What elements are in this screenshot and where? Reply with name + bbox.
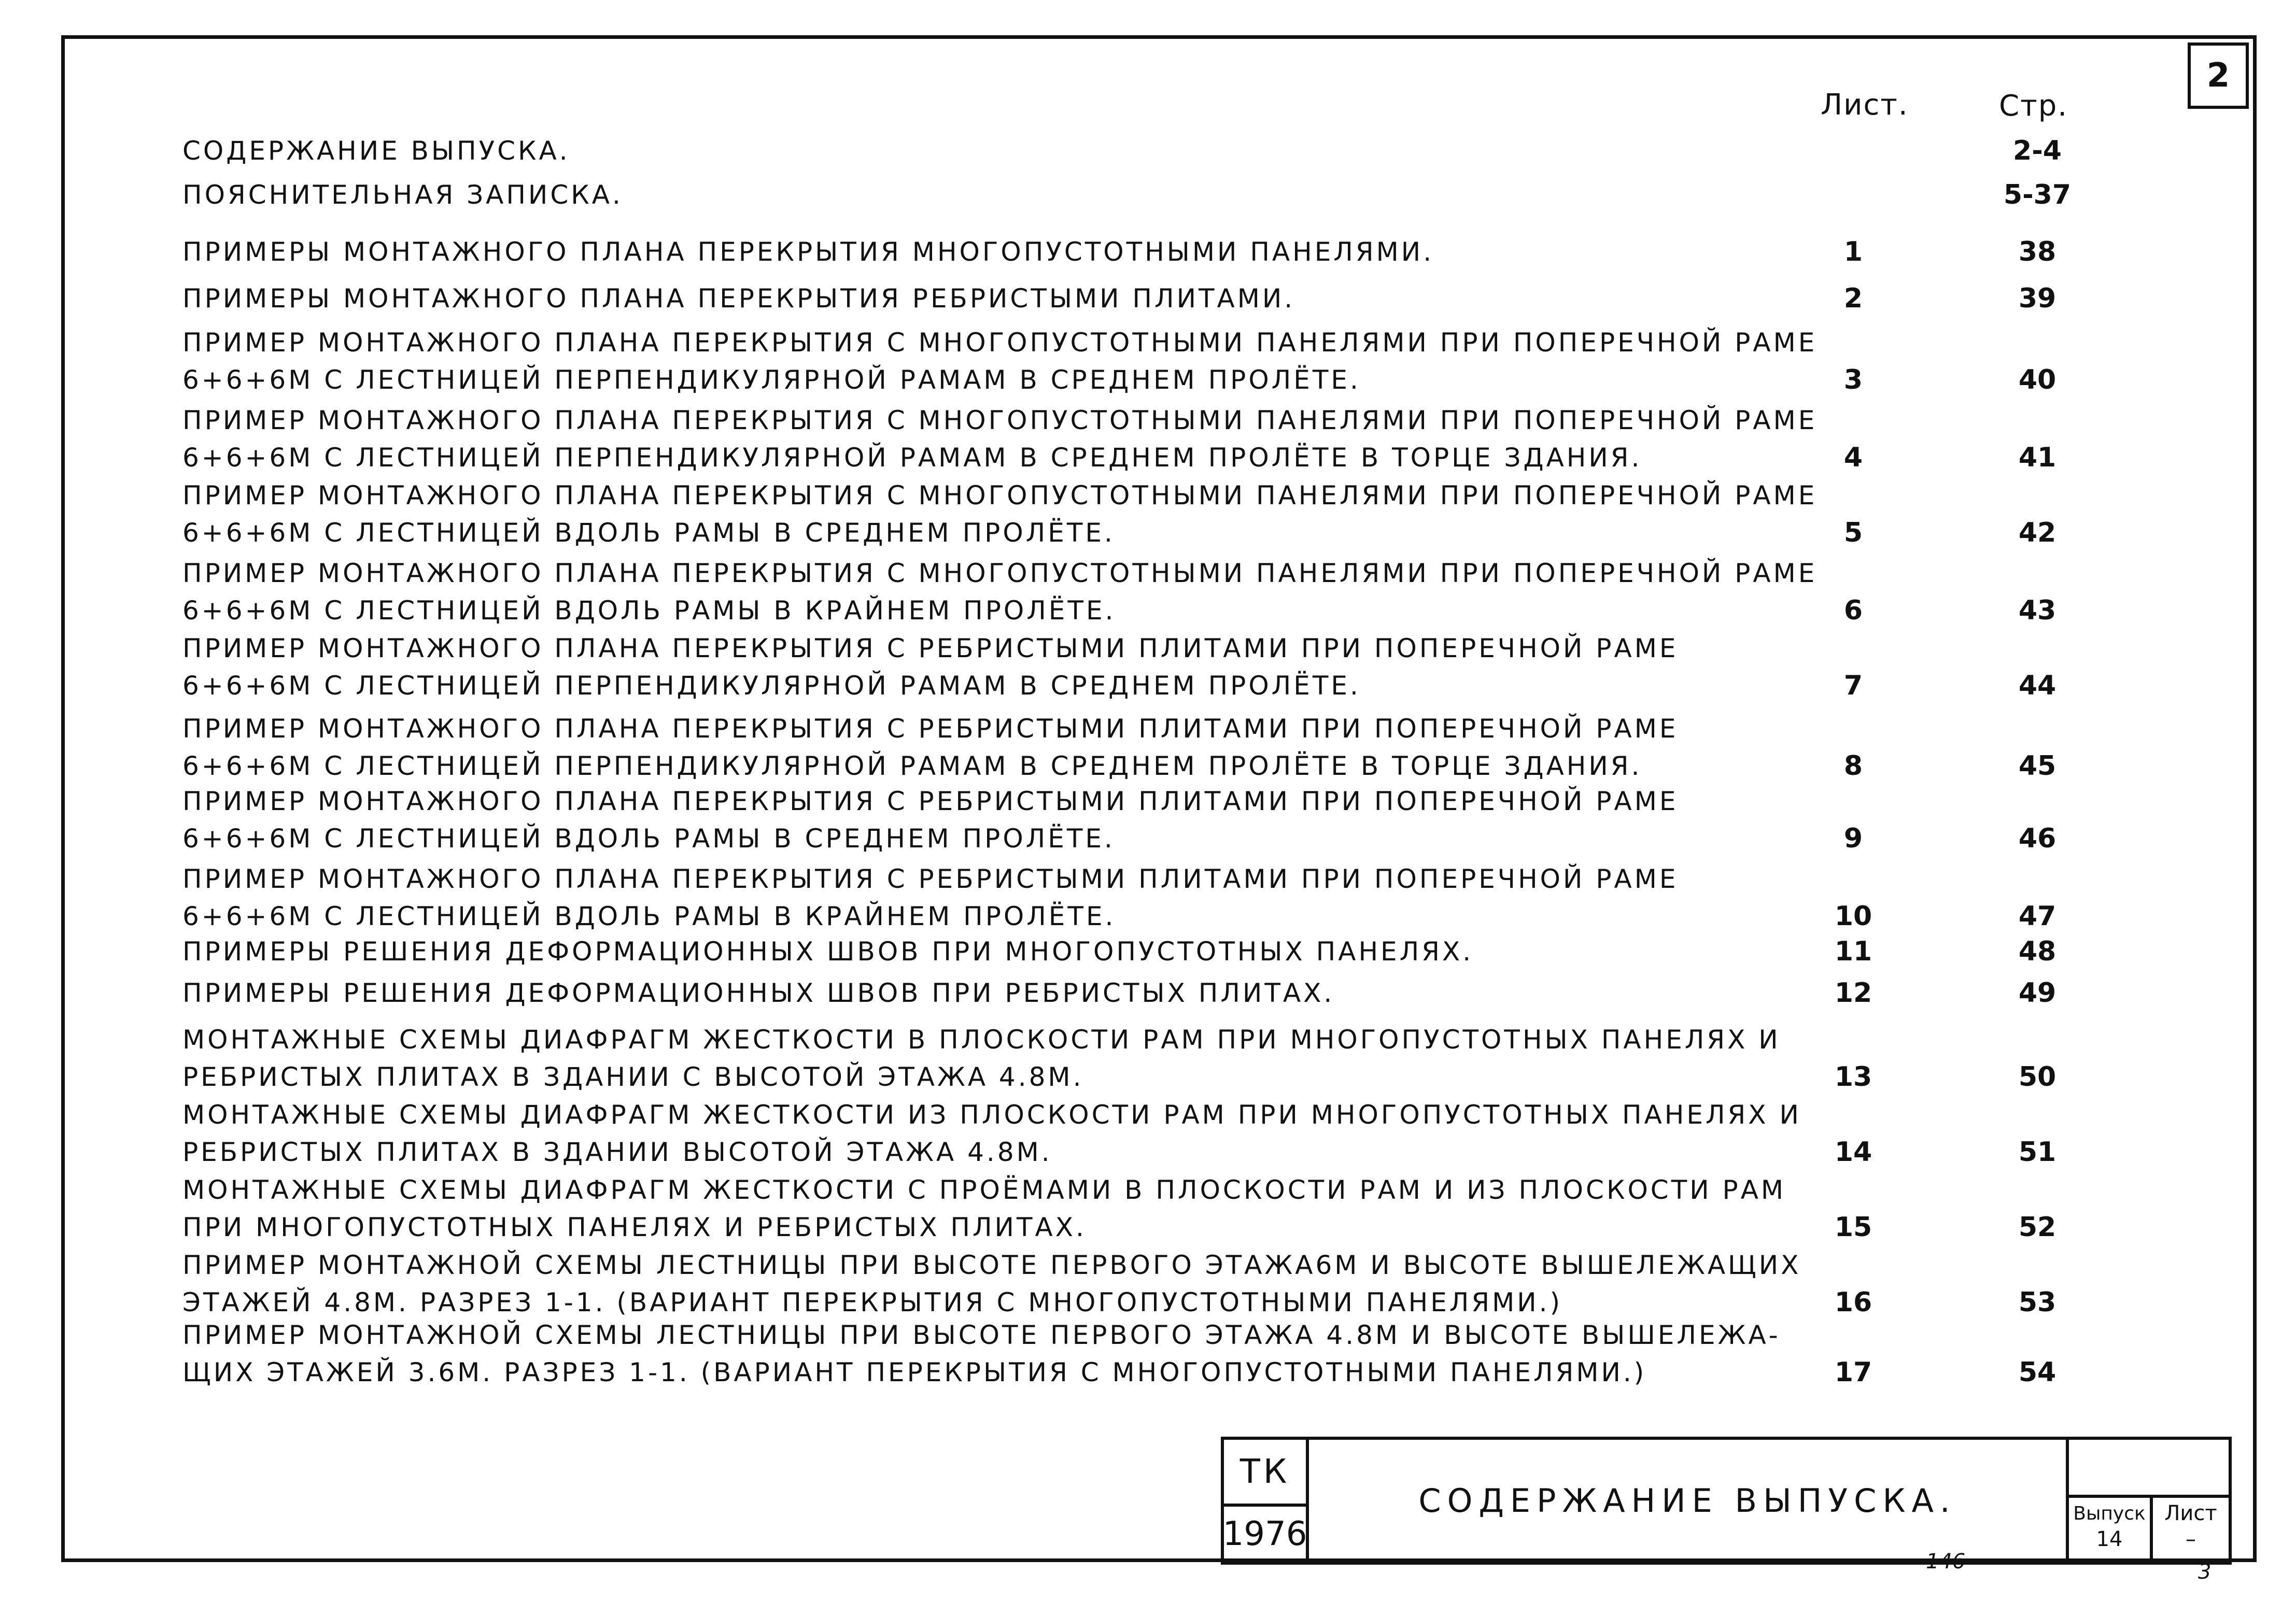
contents-entry <box>182 710 1815 785</box>
contents-entry-line: 6+6+6М С ЛЕСТНИЦЕЙ ПЕРПЕНДИКУЛЯРНОЙ РАМАМ В СРЕДНЕМ ПРОЛЁТЕ В ТОРЦЕ ЗДАНИЯ. <box>182 751 1642 781</box>
contents-entry-line: ПРИМЕР МОНТАЖНОГО ПЛАНА ПЕРЕКРЫТИЯ С РЕБРИСТЫМИ ПЛИТАМИ ПРИ ПОПЕРЕЧНОЙ РАМЕ <box>182 786 1679 816</box>
contents-entry-line: МОНТАЖНЫЕ СХЕМЫ ДИАФРАГМ ЖЕСТКОСТИ ИЗ ПЛОСКОСТИ РАМ ПРИ МНОГОПУСТОТНЫХ ПАНЕЛЯХ И <box>182 1100 1801 1130</box>
contents-entry-line: ПРИМЕР МОНТАЖНОГО ПЛАНА ПЕРЕКРЫТИЯ С МНОГОПУСТОТНЫМИ ПАНЕЛЯМИ ПРИ ПОПЕРЕЧНОЙ РАМЕ <box>182 405 1818 435</box>
title-block-title: СОДЕРЖАНИЕ ВЫПУСКА. <box>1418 1482 1956 1520</box>
contents-entry-page-number: 41 <box>2018 442 2056 473</box>
contents-entry-line: ПРИМЕР МОНТАЖНОГО ПЛАНА ПЕРЕКРЫТИЯ С РЕБРИСТЫМИ ПЛИТАМИ ПРИ ПОПЕРЕЧНОЙ РАМЕ <box>182 633 1679 663</box>
footer-right-note: 3 <box>2198 1560 2212 1584</box>
contents-entry-line: 6+6+6М С ЛЕСТНИЦЕЙ ВДОЛЬ РАМЫ В КРАЙНЕМ ПРОЛЁТЕ. <box>182 901 1116 931</box>
title-block-issue-label: Выпуск <box>2073 1502 2146 1524</box>
contents-entry <box>182 324 1818 399</box>
title-block-sheet-value: – <box>2186 1527 2196 1551</box>
contents-entry <box>182 1096 1815 1171</box>
contents-entry-line: 6+6+6М С ЛЕСТНИЦЕЙ ПЕРПЕНДИКУЛЯРНОЙ РАМАМ В СРЕДНЕМ ПРОЛЁТЕ. <box>182 365 1361 395</box>
contents-entry <box>182 1171 1815 1246</box>
contents-entry-page-number: 46 <box>2018 823 2056 854</box>
contents-entry-line: ПРИМЕР МОНТАЖНОГО ПЛАНА ПЕРЕКРЫТИЯ С МНОГОПУСТОТНЫМИ ПАНЕЛЯМИ ПРИ ПОПЕРЕЧНОЙ РАМЕ <box>182 480 1818 511</box>
contents-entry-line: ПРИМЕРЫ МОНТАЖНОГО ПЛАНА ПЕРЕКРЫТИЯ РЕБРИСТЫМИ ПЛИТАМИ. <box>182 283 1295 314</box>
contents-entry-list-number: 13 <box>1834 1061 1872 1093</box>
contents-entry-page-number: 40 <box>2018 364 2056 395</box>
contents-entry-line: ПРИМЕР МОНТАЖНОЙ СХЕМЫ ЛЕСТНИЦЫ ПРИ ВЫСОТЕ ПЕРВОГО ЭТАЖА6М И ВЫСОТЕ ВЫШЕЛЕЖАЩИХ <box>182 1250 1801 1280</box>
contents-entry-line: ПОЯСНИТЕЛЬНАЯ ЗАПИСКА. <box>182 180 623 210</box>
contents-entry-list-number: 10 <box>1834 901 1872 932</box>
contents-entry <box>182 630 1815 704</box>
contents-entry <box>182 860 1815 935</box>
contents-entry-line: 6+6+6М С ЛЕСТНИЦЕЙ ВДОЛЬ РАМЫ В СРЕДНЕМ ПРОЛЁТЕ. <box>182 518 1115 548</box>
title-block-issue-value: 14 <box>2096 1527 2123 1551</box>
contents-entry-list-number: 1 <box>1843 236 1863 267</box>
contents-entry-list-number: 9 <box>1843 823 1863 854</box>
contents-entry-page-number: 38 <box>2018 236 2056 267</box>
contents-entry-list-number: 15 <box>1834 1212 1872 1243</box>
title-block-series-label: ТК <box>1239 1452 1290 1491</box>
contents-entry-line: ЩИХ ЭТАЖЕЙ 3.6М. РАЗРЕЗ 1-1. (ВАРИАНТ ПЕРЕКРЫТИЯ С МНОГОПУСТОТНЫМИ ПАНЕЛЯМИ.) <box>182 1357 1647 1387</box>
contents-entry <box>182 1316 1815 1391</box>
contents-entry <box>182 176 1815 214</box>
contents-entry-page-number: 43 <box>2018 595 2056 626</box>
contents-entry-list-number: 6 <box>1843 595 1863 626</box>
contents-entry-page-number: 53 <box>2018 1287 2056 1318</box>
contents-entry-list-number: 16 <box>1834 1287 1872 1318</box>
list-column-header: Лист. <box>1821 88 1909 122</box>
footer-left-note: 146 <box>1926 1550 1966 1574</box>
contents-entry-page-number: 48 <box>2018 936 2056 967</box>
contents-entry-page-number: 51 <box>2018 1137 2056 1168</box>
contents-entry <box>182 1246 1815 1321</box>
contents-entry-line: РЕБРИСТЫХ ПЛИТАХ В ЗДАНИИ С ВЫСОТОЙ ЭТАЖА 4.8М. <box>182 1062 1084 1092</box>
contents-entry-line: 6+6+6М С ЛЕСТНИЦЕЙ ПЕРПЕНДИКУЛЯРНОЙ РАМАМ В СРЕДНЕМ ПРОЛЁТЕ В ТОРЦЕ ЗДАНИЯ. <box>182 443 1642 473</box>
contents-entry-list-number: 4 <box>1843 442 1863 473</box>
contents-entry-list-number: 3 <box>1843 364 1863 395</box>
contents-entry-line: 6+6+6М С ЛЕСТНИЦЕЙ ПЕРПЕНДИКУЛЯРНОЙ РАМАМ В СРЕДНЕМ ПРОЛЁТЕ. <box>182 671 1361 701</box>
contents-entry-list-number: 14 <box>1834 1137 1872 1168</box>
contents-entry <box>182 974 1815 1012</box>
contents-entry-page-number: 44 <box>2018 670 2056 701</box>
contents-entry-line: ЭТАЖЕЙ 4.8М. РАЗРЕЗ 1-1. (ВАРИАНТ ПЕРЕКРЫТИЯ С МНОГОПУСТОТНЫМИ ПАНЕЛЯМИ.) <box>182 1287 1563 1317</box>
contents-entry-page-number: 54 <box>2018 1357 2056 1388</box>
page-number: 2 <box>2188 42 2249 109</box>
title-block-right-cell <box>2066 1437 2232 1498</box>
title-block-sheet-label: Лист <box>2164 1501 2217 1525</box>
contents-entry <box>182 1021 1815 1096</box>
contents-entry-line: 6+6+6М С ЛЕСТНИЦЕЙ ВДОЛЬ РАМЫ В КРАЙНЕМ ПРОЛЁТЕ. <box>182 596 1116 626</box>
contents-entry-line: ПРИМЕР МОНТАЖНОГО ПЛАНА ПЕРЕКРЫТИЯ С МНОГОПУСТОТНЫМИ ПАНЕЛЯМИ ПРИ ПОПЕРЕЧНОЙ РАМЕ <box>182 558 1818 588</box>
contents-entry-page-number: 5-37 <box>2003 179 2072 210</box>
contents-entry-list-number: 8 <box>1843 750 1863 782</box>
contents-entry-line: ПРИМЕР МОНТАЖНОГО ПЛАНА ПЕРЕКРЫТИЯ С РЕБРИСТЫМИ ПЛИТАМИ ПРИ ПОПЕРЕЧНОЙ РАМЕ <box>182 864 1679 894</box>
contents-entry <box>182 477 1818 551</box>
contents-entry-page-number: 42 <box>2018 517 2056 548</box>
title-block-series-number: 1976 <box>1222 1515 1307 1553</box>
contents-entry-line: 6+6+6М С ЛЕСТНИЦЕЙ ВДОЛЬ РАМЫ В СРЕДНЕМ ПРОЛЁТЕ. <box>182 824 1115 854</box>
contents-entry-page-number: 52 <box>2018 1212 2056 1243</box>
contents-entry-list-number: 17 <box>1834 1357 1872 1388</box>
contents-entry-list-number: 7 <box>1843 670 1863 701</box>
contents-entry-line: МОНТАЖНЫЕ СХЕМЫ ДИАФРАГМ ЖЕСТКОСТИ В ПЛОСКОСТИ РАМ ПРИ МНОГОПУСТОТНЫХ ПАНЕЛЯХ И <box>182 1025 1781 1055</box>
contents-entry <box>182 233 1815 271</box>
contents-entry-line: РЕБРИСТЫХ ПЛИТАХ В ЗДАНИИ ВЫСОТОЙ ЭТАЖА 4.8М. <box>182 1137 1052 1167</box>
contents-entry-page-number: 50 <box>2018 1061 2056 1093</box>
contents-entry <box>182 783 1815 857</box>
page-column-header: Стр. <box>1999 89 2068 123</box>
contents-entry <box>182 280 1815 317</box>
contents-entry-line: ПРИМЕР МОНТАЖНОЙ СХЕМЫ ЛЕСТНИЦЫ ПРИ ВЫСОТЕ ПЕРВОГО ЭТАЖА 4.8М И ВЫСОТЕ ВЫШЕЛЕЖА- <box>182 1320 1781 1350</box>
contents-entry-line: ПРИМЕРЫ РЕШЕНИЯ ДЕФОРМАЦИОННЫХ ШВОВ ПРИ РЕБРИСТЫХ ПЛИТАХ. <box>182 978 1335 1008</box>
contents-entry-line: ПРИ МНОГОПУСТОТНЫХ ПАНЕЛЯХ И РЕБРИСТЫХ ПЛИТАХ. <box>182 1212 1087 1242</box>
contents-entry-list-number: 2 <box>1843 283 1863 314</box>
contents-entry-list-number: 11 <box>1834 936 1872 967</box>
contents-entry-page-number: 49 <box>2018 977 2056 1009</box>
contents-entry-list-number: 5 <box>1843 517 1863 548</box>
contents-entry-page-number: 45 <box>2018 750 2056 782</box>
contents-entry <box>182 933 1815 970</box>
contents-entry-line: ПРИМЕРЫ РЕШЕНИЯ ДЕФОРМАЦИОННЫХ ШВОВ ПРИ МНОГОПУСТОТНЫХ ПАНЕЛЯХ. <box>182 937 1474 967</box>
contents-entry-line: ПРИМЕРЫ МОНТАЖНОГО ПЛАНА ПЕРЕКРЫТИЯ МНОГОПУСТОТНЫМИ ПАНЕЛЯМИ. <box>182 237 1434 267</box>
contents-entry <box>182 555 1818 629</box>
contents-entry-page-number: 39 <box>2018 283 2056 314</box>
contents-entry-line: ПРИМЕР МОНТАЖНОГО ПЛАНА ПЕРЕКРЫТИЯ С МНОГОПУСТОТНЫМИ ПАНЕЛЯМИ ПРИ ПОПЕРЕЧНОЙ РАМЕ <box>182 328 1818 358</box>
contents-entry <box>182 402 1818 476</box>
contents-entry-page-number: 47 <box>2018 901 2056 932</box>
contents-entry <box>182 132 1815 169</box>
contents-entry-page-number: 2-4 <box>2013 135 2062 166</box>
contents-entry-line: ПРИМЕР МОНТАЖНОГО ПЛАНА ПЕРЕКРЫТИЯ С РЕБРИСТЫМИ ПЛИТАМИ ПРИ ПОПЕРЕЧНОЙ РАМЕ <box>182 714 1679 744</box>
contents-entry-line: СОДЕРЖАНИЕ ВЫПУСКА. <box>182 136 570 166</box>
contents-entry-line: МОНТАЖНЫЕ СХЕМЫ ДИАФРАГМ ЖЕСТКОСТИ С ПРОЁМАМИ В ПЛОСКОСТИ РАМ И ИЗ ПЛОСКОСТИ РАМ <box>182 1175 1786 1205</box>
contents-entry-list-number: 12 <box>1834 977 1872 1009</box>
